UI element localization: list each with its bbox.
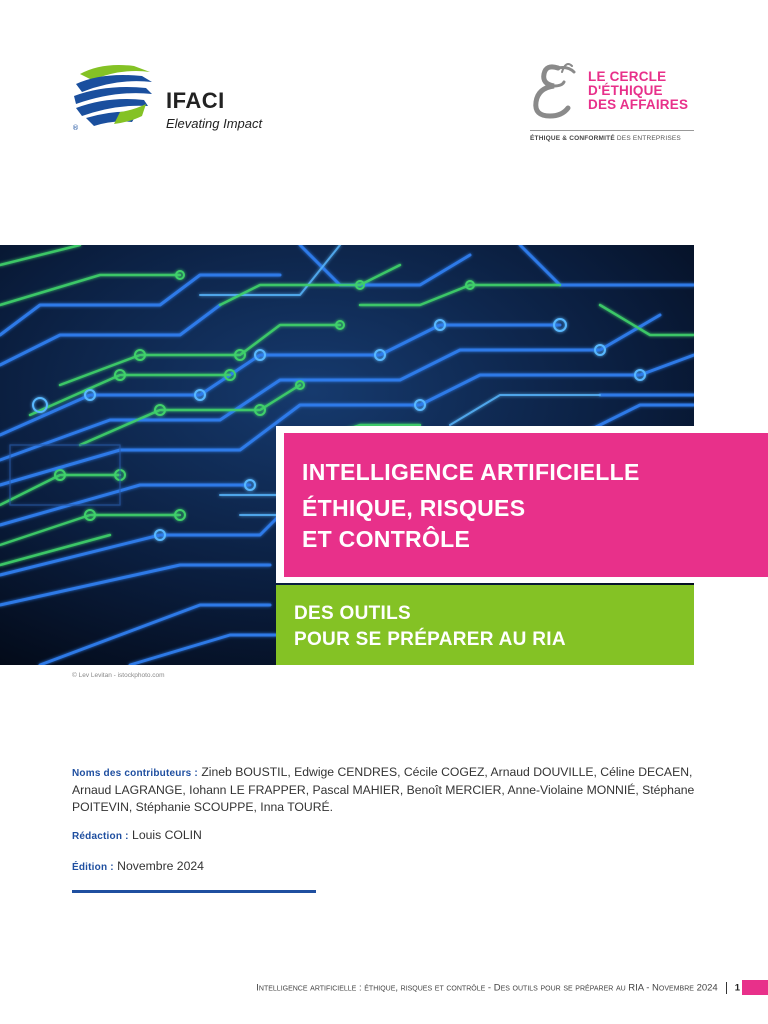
footer-separator: [726, 982, 727, 994]
edition-paragraph: [72, 858, 204, 876]
ifaci-logo: [72, 60, 282, 135]
cercle-subtitle: [530, 135, 681, 142]
subtitle-line-1: DES OUTILS: [294, 603, 412, 624]
contributors-paragraph: [72, 764, 712, 816]
page-number: 1: [734, 982, 740, 994]
contributors-label: Noms des contributeurs :: [72, 768, 198, 779]
redaction-label: Rédaction :: [72, 831, 129, 842]
footer-pink-tab: [742, 980, 768, 995]
edition-label: Édition :: [72, 862, 114, 873]
title-subtitle: [302, 493, 525, 555]
cercle-logo: [528, 62, 708, 147]
footer-text: Intelligence artificielle : éthique, risques et contrôle - Des outils pour se préparer au RIA - Novembre 2024: [256, 982, 718, 994]
cercle-name-line-2: D'ÉTHIQUE: [588, 83, 663, 98]
cercle-name: [588, 70, 728, 112]
title-subtitle-line-2: ET CONTRÔLE: [302, 526, 471, 552]
title-box: [284, 433, 768, 577]
redaction-value: Louis COLIN: [128, 828, 202, 842]
title-subtitle-line-1: ÉTHIQUE, RISQUES: [302, 495, 526, 521]
ifaci-globe-icon: [72, 60, 154, 132]
contributors-names: Zineb BOUSTIL, Edwige CENDRES, Cécile COGEZ, Arnaud DOUVILLE, Céline DECAEN, Arnaud LAGRANGE, Iohann LE FRAPPER, Pascal MAHIER, Benoît MERCIER, Anne-Violaine MONNIÉ, Stéphane POITEVIN, Stéphanie SCOUPPE, Inna TOURÉ.: [72, 765, 695, 814]
title-main: INTELLIGENCE ARTIFICIELLE: [302, 459, 640, 485]
cercle-name-line-1: LE CERCLE: [588, 69, 667, 84]
photo-credit: © Lev Levitan - istockphoto.com: [72, 672, 165, 679]
blue-divider: [72, 890, 316, 893]
registered-mark: ®: [72, 124, 79, 132]
redaction-paragraph: [72, 827, 202, 845]
ifaci-name: IFACI: [166, 88, 225, 113]
cercle-monogram-icon: [528, 62, 584, 120]
subtitle-line-2: POUR SE PRÉPARER AU RIA: [294, 629, 566, 650]
subtitle-box: [276, 585, 694, 665]
cercle-subtitle-bold: ÉTHIQUE & CONFORMITÉ: [530, 135, 615, 142]
cercle-subtitle-rest: DES ENTREPRISES: [614, 135, 681, 142]
edition-value: Novembre 2024: [113, 859, 204, 873]
subtitle-text: [294, 601, 566, 653]
page-footer: [160, 982, 740, 994]
cercle-name-line-3: DES AFFAIRES: [588, 97, 689, 112]
cercle-divider: [530, 130, 694, 131]
ifaci-tagline: Elevating Impact: [166, 116, 263, 131]
